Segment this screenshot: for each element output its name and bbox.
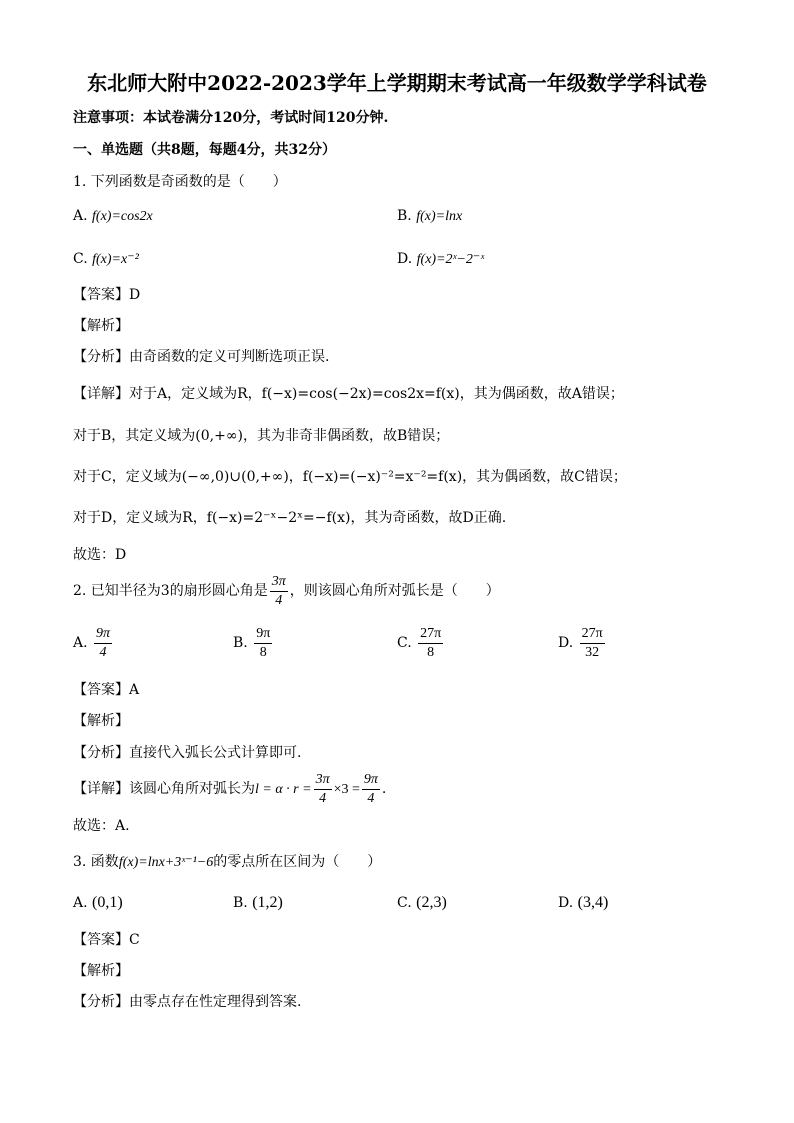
q1-stem: 1. 下列函数是奇函数的是（ ） [73, 174, 287, 190]
q2-detail-expr: l = α · r = [255, 782, 312, 797]
fraction-numerator: 27π [418, 625, 443, 644]
q3-option-d [558, 893, 608, 913]
q2-stem-post: ，则该圆心角所对弧长是（ ） [289, 583, 500, 599]
option-expr: f(x)=cos2x [92, 209, 153, 224]
q2-detail [73, 770, 386, 809]
q2-stem-pre: 2. 已知半径为3的扇形圆心角是 [73, 583, 268, 599]
option-expr: (3,4) [577, 894, 609, 911]
q1-choose: 故选：D [73, 547, 127, 563]
q2-choose: 故选：A. [73, 818, 130, 834]
option-expr: f(x)=x⁻² [92, 252, 139, 267]
q3-option-c [397, 893, 447, 913]
fraction-denominator: 4 [367, 790, 375, 806]
option-label: D. [558, 895, 574, 911]
fraction-denominator: 4 [275, 592, 283, 608]
q1-analysis-heading: 【解析】 [73, 318, 129, 334]
option-expr: (1,2) [252, 894, 283, 911]
q2-detail-post: . [381, 781, 387, 797]
fraction-numerator: 9π [254, 625, 272, 644]
q1-option-b [397, 206, 462, 227]
option-label: C. [397, 895, 412, 911]
q2-option-b [233, 624, 274, 662]
q2-detail-pre: 【详解】该圆心角所对弧长为 [73, 781, 255, 797]
fraction-numerator: 9π [362, 771, 380, 790]
q2-stem [73, 572, 500, 610]
q3-stem-pre: 3. 函数 [73, 854, 119, 870]
q1-analysis: 【分析】由奇函数的定义可判断选项正误. [73, 349, 330, 365]
q1-option-c [73, 249, 139, 270]
option-label: B. [397, 208, 412, 224]
fraction-numerator: 3π [314, 771, 332, 790]
option-fraction [418, 625, 443, 662]
q1-option-a [73, 206, 153, 227]
q2-detail-fraction [362, 771, 380, 808]
fraction-denominator: 8 [259, 644, 267, 660]
q1-option-d [397, 249, 484, 270]
q2-detail-fraction [314, 771, 332, 808]
q2-option-a [73, 624, 114, 662]
option-expr: f(x)=lnx [416, 209, 463, 224]
option-fraction [580, 625, 605, 662]
fraction-numerator: 3π [270, 573, 288, 592]
q3-option-a [73, 893, 123, 913]
fraction-denominator: 8 [427, 644, 435, 660]
option-fraction [254, 625, 272, 662]
q2-detail-expr: ×3 = [333, 782, 360, 797]
q2-answer: 【答案】A [73, 682, 140, 698]
q1-detail-line: 对于C，定义域为(−∞,0)∪(0,+∞)，f(−x)=(−x)⁻²=x⁻²=f(x)，其为偶函数，故C错误； [73, 469, 627, 485]
q3-answer: 【答案】C [73, 932, 140, 948]
fraction-numerator: 9π [94, 625, 112, 644]
exam-title: 东北师大附中2022-2023学年上学期期末考试高一年级数学学科试卷 [87, 71, 707, 95]
q3-option-b [233, 893, 283, 913]
q3-analysis-heading: 【解析】 [73, 963, 129, 979]
fraction-denominator: 4 [319, 790, 327, 806]
option-expr: (2,3) [416, 894, 447, 911]
q1-detail-line: 对于D，定义域为R，f(−x)=2⁻ˣ−2ˣ=−f(x)，其为奇函数，故D正确. [73, 510, 507, 526]
q2-stem-fraction [270, 573, 288, 610]
q1-answer: 【答案】D [73, 287, 141, 303]
option-label: C. [73, 251, 88, 267]
option-label: A. [73, 208, 88, 224]
q3-stem-post: 的零点所在区间为（ ） [213, 854, 382, 870]
q3-analysis: 【分析】由零点存在性定理得到答案. [73, 994, 302, 1010]
option-fraction [94, 625, 112, 662]
q2-option-d [558, 624, 607, 662]
q2-analysis: 【分析】直接代入弧长公式计算即可. [73, 745, 302, 761]
q2-option-c [397, 624, 445, 662]
option-expr: (0,1) [92, 894, 123, 911]
fraction-denominator: 32 [585, 644, 600, 660]
notice: 注意事项：本试卷满分120分，考试时间120分钟. [73, 110, 389, 126]
fraction-denominator: 4 [99, 644, 107, 660]
option-label: D. [397, 251, 413, 267]
q1-detail-line: 【详解】对于A，定义域为R，f(−x)=cos(−2x)=cos2x=f(x)，其为偶函数，故A错误； [73, 386, 624, 402]
fraction-numerator: 27π [580, 625, 605, 644]
q3-stem [73, 852, 381, 873]
option-label: B. [233, 895, 248, 911]
q1-detail-line: 对于B，其定义域为(0,+∞)，其为非奇非偶函数，故B错误； [73, 428, 450, 444]
option-label: D. [558, 635, 574, 651]
option-label: A. [73, 895, 88, 911]
section-heading: 一、单选题（共8题，每题4分，共32分） [73, 142, 336, 158]
option-label: B. [233, 635, 248, 651]
option-expr: f(x)=2ˣ−2⁻ˣ [416, 252, 485, 267]
option-label: A. [73, 635, 88, 651]
option-label: C. [397, 635, 412, 651]
q3-stem-expr: f(x)=lnx+3ˣ⁻¹−6 [118, 855, 214, 870]
q2-analysis-heading: 【解析】 [73, 713, 129, 729]
